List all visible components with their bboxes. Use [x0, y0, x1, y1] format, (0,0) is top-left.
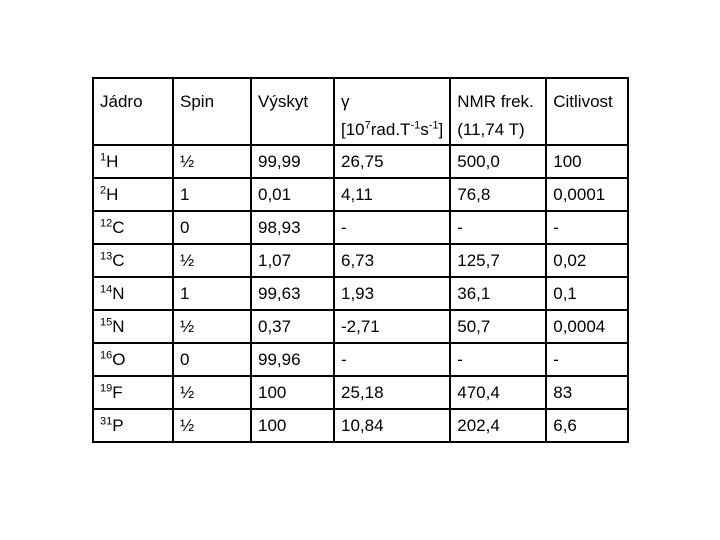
- sensitivity-cell: 100: [546, 145, 628, 178]
- gamma-unit-exp1: 7: [364, 119, 371, 132]
- nmr-freq-cell: 202,4: [450, 409, 546, 442]
- spin-cell: 0: [173, 343, 251, 376]
- nucleus-cell: [93, 376, 173, 409]
- element-symbol: F: [112, 382, 123, 402]
- spin-cell: ½: [173, 310, 251, 343]
- header-sensitivity-label: Citlivost: [553, 92, 613, 111]
- header-spin: [173, 78, 251, 145]
- nmr-freq-cell: 500,0: [450, 145, 546, 178]
- nucleus-cell: [93, 145, 173, 178]
- table-row: [93, 277, 628, 310]
- nucleus-cell: [93, 277, 173, 310]
- spin-cell: 1: [173, 178, 251, 211]
- table-row: [93, 145, 628, 178]
- mass-number: 16: [100, 348, 113, 361]
- nmr-freq-cell: 470,4: [450, 376, 546, 409]
- nmr-freq-cell: 125,7: [450, 244, 546, 277]
- nucleus-cell: [93, 310, 173, 343]
- mass-number: 14: [100, 282, 113, 295]
- mass-number: 13: [100, 249, 113, 262]
- spin-cell: ½: [173, 244, 251, 277]
- spin-cell: ½: [173, 376, 251, 409]
- nmr-freq-cell: 76,8: [450, 178, 546, 211]
- abundance-cell: 99,96: [251, 343, 334, 376]
- table-row: [93, 178, 628, 211]
- gamma-cell: -2,71: [334, 310, 450, 343]
- sensitivity-cell: 0,0004: [546, 310, 628, 343]
- sensitivity-cell: 83: [546, 376, 628, 409]
- abundance-cell: 100: [251, 376, 334, 409]
- abundance-cell: 98,93: [251, 211, 334, 244]
- abundance-cell: 0,01: [251, 178, 334, 211]
- gamma-unit-s: s: [420, 120, 429, 139]
- header-nucleus-label: Jádro: [100, 92, 143, 111]
- table-row: [93, 211, 628, 244]
- nmr-freq-cell: 50,7: [450, 310, 546, 343]
- gamma-cell: 10,84: [334, 409, 450, 442]
- element-symbol: N: [112, 283, 125, 303]
- abundance-cell: 99,99: [251, 145, 334, 178]
- mass-number: 15: [100, 315, 113, 328]
- gamma-cell: 26,75: [334, 145, 450, 178]
- sensitivity-cell: -: [546, 211, 628, 244]
- mass-number: 19: [100, 381, 113, 394]
- element-symbol: O: [112, 349, 126, 369]
- sensitivity-cell: -: [546, 343, 628, 376]
- nucleus-cell: [93, 244, 173, 277]
- abundance-cell: 0,37: [251, 310, 334, 343]
- spin-cell: 0: [173, 211, 251, 244]
- gamma-unit-prefix: [10: [341, 120, 365, 139]
- abundance-cell: 100: [251, 409, 334, 442]
- gamma-cell: 1,93: [334, 277, 450, 310]
- header-nmr-freq-field: (11,74 T): [457, 120, 525, 139]
- element-symbol: H: [106, 184, 119, 204]
- sensitivity-cell: 0,0001: [546, 178, 628, 211]
- nmr-freq-cell: -: [450, 211, 546, 244]
- table-body: [93, 78, 628, 442]
- mass-number: 1: [100, 150, 107, 163]
- element-symbol: C: [112, 217, 125, 237]
- gamma-cell: 6,73: [334, 244, 450, 277]
- mass-number: 2: [100, 183, 107, 196]
- gamma-cell: 25,18: [334, 376, 450, 409]
- spin-cell: ½: [173, 145, 251, 178]
- gamma-unit-suffix: ]: [438, 120, 444, 139]
- spin-cell: ½: [173, 409, 251, 442]
- element-symbol: C: [112, 250, 125, 270]
- table-row: [93, 244, 628, 277]
- nuclei-nmr-table: [92, 77, 629, 443]
- table-row: [93, 376, 628, 409]
- gamma-symbol: γ: [341, 92, 350, 111]
- nmr-freq-cell: 36,1: [450, 277, 546, 310]
- gamma-cell: -: [334, 211, 450, 244]
- nucleus-cell: [93, 211, 173, 244]
- gamma-cell: 4,11: [334, 178, 450, 211]
- gamma-unit: [341, 116, 443, 144]
- header-abundance-label: Výskyt: [258, 92, 309, 111]
- nucleus-cell: [93, 178, 173, 211]
- element-symbol: H: [106, 151, 119, 171]
- element-symbol: N: [112, 316, 125, 336]
- table-row: [93, 409, 628, 442]
- gamma-unit-mid: rad.T: [370, 120, 411, 139]
- header-spin-label: Spin: [180, 92, 215, 111]
- mass-number: 31: [100, 414, 113, 427]
- sensitivity-cell: 6,6: [546, 409, 628, 442]
- header-gamma: [334, 78, 450, 145]
- sensitivity-cell: 0,1: [546, 277, 628, 310]
- table-row: [93, 343, 628, 376]
- spin-cell: 1: [173, 277, 251, 310]
- header-nucleus: [93, 78, 173, 145]
- gamma-unit-exp3: -1: [428, 119, 439, 132]
- header-row: [93, 78, 628, 145]
- nmr-freq-cell: -: [450, 343, 546, 376]
- table-row: [93, 310, 628, 343]
- nucleus-cell: [93, 343, 173, 376]
- gamma-cell: -: [334, 343, 450, 376]
- gamma-unit-exp2: -1: [410, 119, 421, 132]
- nucleus-cell: [93, 409, 173, 442]
- header-nmr-freq-label: NMR frek.: [457, 92, 534, 111]
- mass-number: 12: [100, 216, 113, 229]
- header-sensitivity: [546, 78, 628, 145]
- sensitivity-cell: 0,02: [546, 244, 628, 277]
- header-abundance: [251, 78, 334, 145]
- abundance-cell: 1,07: [251, 244, 334, 277]
- element-symbol: P: [112, 415, 124, 435]
- abundance-cell: 99,63: [251, 277, 334, 310]
- header-nmr-freq: [450, 78, 546, 145]
